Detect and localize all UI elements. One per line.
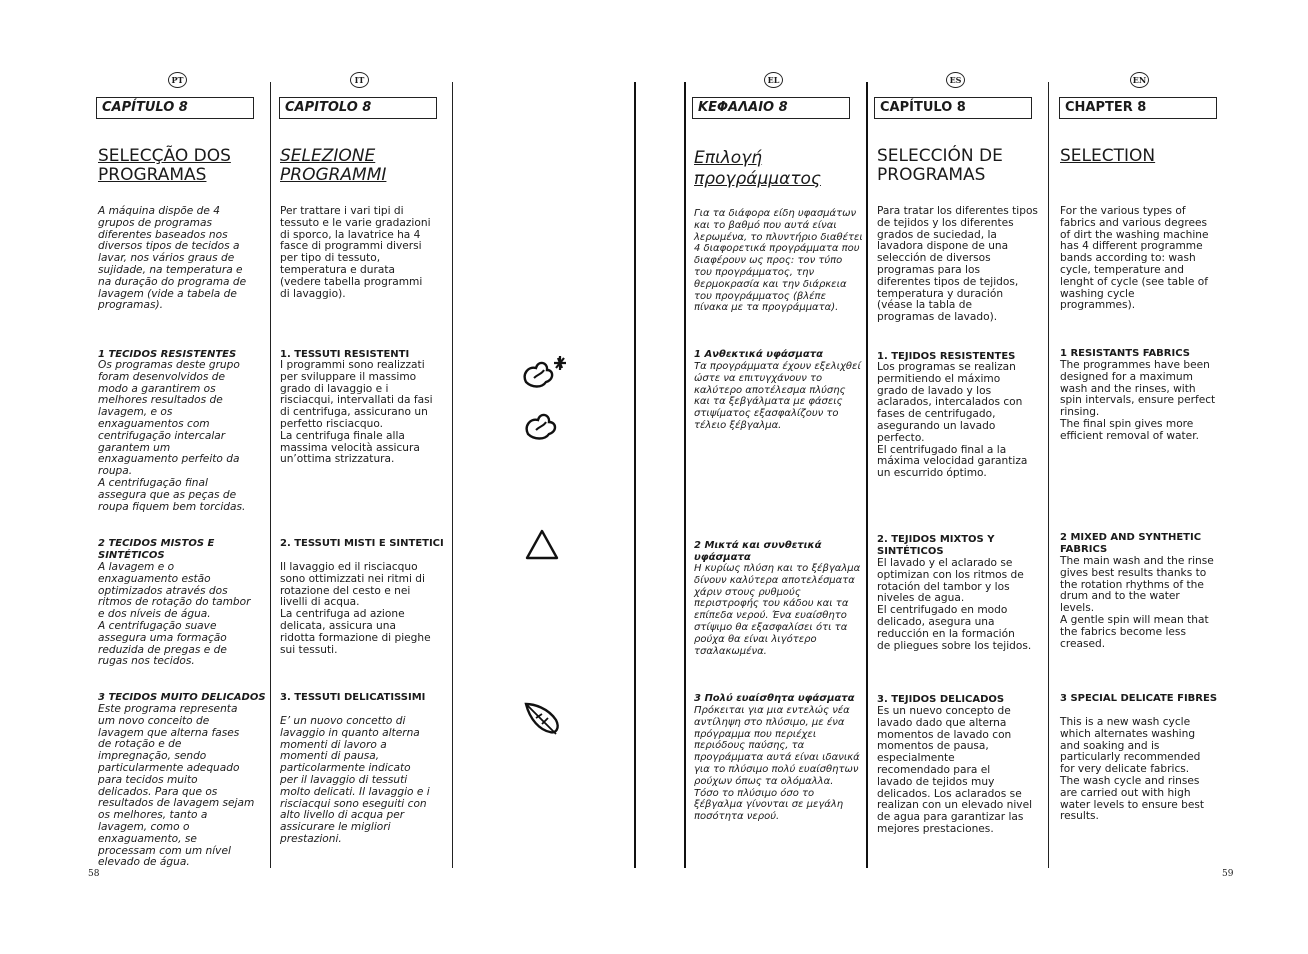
section-title: SELEZIONE PROGRAMMI — [280, 146, 387, 185]
page-gutter-line-right — [684, 82, 686, 868]
subsection-text: E’ un nuovo concetto di lavaggio in quanto alterna momenti di lavoro a momenti di pausa, particolarmente indicato per il lavaggio di tessuti molto delicati. Il lavaggio e i risciacqui sono eseguiti con alto livello di acqua per assicurare le migliori prestazioni. — [280, 715, 430, 845]
subsection-title: 2 MIXED AND SYNTHETIC FABRICS — [1060, 532, 1202, 555]
chapter-heading: CHAPTER 8 — [1059, 97, 1217, 119]
subsection-text: The programmes have been designed for a maximum wash and the rinses, with spin intervals, ensure perfect rinsing. The final spin gives more efficient removal of water. — [1060, 359, 1216, 442]
subsection-text: El lavado y el aclarado se optimizan con los ritmos de rotación del tambor y los niveles de agua. El centrifugado en modo delicado, asegura una reducción en la formación de pliegues sobre los tejidos. — [877, 557, 1032, 652]
synthetic-triangle-icon — [524, 528, 560, 566]
subsection-title: 1. TEJIDOS RESISTENTES — [877, 351, 1016, 362]
intro-text: For the various types of fabrics and various degrees of dirt the washing machine has 4 different programme bands according to: wash cycle, temperature and lenght of cycle (see table of washing cycle programmes). — [1060, 205, 1209, 312]
subsection-title: 2 TECIDOS MISTOS E SINTÉTICOS — [98, 538, 215, 561]
page-number-left: 58 — [88, 869, 100, 879]
divider-line — [866, 82, 868, 868]
intro-text: Para tratar los diferentes tipos de tejidos y los diferentes grados de suciedad, la lavadora dispone de una selección de diversos programas para los diferentes tipos de tejidos, temperatura y duración (véase la tabla de programas de lavado). — [877, 205, 1038, 324]
chapter-heading: CAPÍTULO 8 — [874, 97, 1032, 119]
intro-text: Για τα διάφορα είδη υφασμάτων και το βαθμό που αυτά είναι λερωμένα, το πλυντήριο διαθέτει 4 διαφορετικά προγράμματα που διαφέρουν ως προς: τον τύπο του προγράμματος, την θερμοκρασία και την διάρκεια του προγράμματος (βλέπε πίνακα με τα προγράμματα). — [694, 208, 863, 314]
subsection-text: Il lavaggio ed il risciacquo sono ottimizzati nei ritmi di rotazione del cesto e nei livelli di acqua. La centrifuga ad azione delicata, assicura una ridotta formazione di pieghe sui tessuti. — [280, 561, 431, 656]
subsection-text: Os programas deste grupo foram desenvolvidos de modo a garantirem os melhores resultados de lavagem, e os enxaguamentos com centrifugação intercalar garantem um enxaguamento perfeito da roupa. A centrifugação final assegura que as peças de roupa fiquem bem torcidas. — [98, 359, 246, 513]
language-flag-pt: PT — [168, 72, 187, 88]
subsection-text: Τα προγράμματα έχουν εξελιχθεί ώστε να επιτυγχάνουν το καλύτερο αποτέλεσμα πλύσης και τα ξεβγάλματα με φάσεις στιψίματος εξασφαλίζουν το τέλειο ξέβγαλμα. — [694, 361, 861, 431]
subsection-title: 1 RESISTANTS FABRICS — [1060, 348, 1190, 359]
subsection-title: 1 Ανθεκτικά υφάσματα — [694, 349, 823, 360]
subsection-title: 3 SPECIAL DELICATE FIBRES — [1060, 693, 1218, 704]
language-flag-es: ES — [946, 72, 965, 88]
language-flag-it: IT — [350, 72, 369, 88]
subsection-text: Este programa representa um novo conceito de lavagem que alterna fases de rotação e de impregnação, sendo particularmente adequado para tecidos muito delicados. Para que os resultados de lavagem sejam os melhores, tanto a lavagem, como o enxaguamento, se processam com um nível elevado de água. — [98, 703, 255, 869]
cotton-icon — [524, 410, 564, 448]
subsection-text: Πρόκειται για μια εντελώς νέα αντίληψη στο πλύσιμο, με ένα πρόγραμμα που περιέχει περιόδους παύσης, τα προγράμματα αυτά είναι ιδανικά για το πλύσιμο πολύ ευαίσθητων ρούχων όπως τα ολόμαλλα. Τόσο το πλύσιμο όσο το ξέβγαλμα γίνονται σε μεγάλη ποσότητα νερού. — [694, 705, 860, 823]
subsection-text: Los programas se realizan permitiendo el máximo grado de lavado y los aclarados, intercalados con fases de centrifugado, asegurando un lavado perfecto. El centrifugado final a la máxima velocidad garantiza un escurrido óptimo. — [877, 361, 1028, 480]
divider-line — [270, 82, 271, 868]
page-gutter-line-left — [634, 82, 636, 868]
subsection-text: Η κυρίως πλύση και το ξέβγαλμα δίνουν καλύτερα αποτελέσματα χάριν στους ρυθμούς περιστροφής του κάδου και τα επίπεδα νερού. Ένα ευαίσθητο στίψιμο θα εξασφαλίσει ότι τα ρούχα θα είναι λιγότερο τσαλακωμένα. — [694, 563, 861, 657]
subsection-title: 1. TESSUTI RESISTENTI — [280, 349, 410, 360]
subsection-text: I programmi sono realizzati per sviluppare il massimo grado di lavaggio e i risciacqui, intervallati da fasi di centrifuga, assicurano un perfetto risciacquo. La centrifuga finale alla massima velocità assicura un’ottima strizzatura. — [280, 359, 433, 466]
chapter-heading: CAPÍTULO 8 — [96, 97, 254, 119]
subsection-title: 3 TECIDOS MUITO DELICADOS — [98, 692, 266, 703]
subsection-title: 1 TECIDOS RESISTENTES — [98, 349, 237, 360]
intro-text: A máquina dispõe de 4 grupos de programas diferentes baseados nos diversos tipos de tecidos a lavar, nos vários graus de sujidade, na temperatura e na duração do programa de lavagem (vide a tabela de programas). — [98, 205, 247, 312]
section-title: SELECTION — [1060, 146, 1156, 166]
intro-text: Per trattare i vari tipi di tessuto e le varie gradazioni di sporco, la lavatrice ha 4 fasce di programmi diversi per tipo di tessuto, temperatura e durata (vedere tabella programmi di lavaggio). — [280, 205, 431, 300]
section-title: SELECÇÃO DOS PROGRAMAS — [98, 146, 231, 185]
cotton-flower-icon — [520, 352, 570, 396]
page-number-right: 59 — [1222, 869, 1234, 879]
subsection-text: A lavagem e o enxaguamento estão optimizados através dos ritmos de rotação do tambor e dos níveis de água. A centrifugação suave assegura uma formação reduzida de pregas e de rugas nos tecidos. — [98, 561, 251, 668]
delicate-feather-icon — [522, 700, 566, 742]
language-flag-en: EN — [1130, 72, 1149, 88]
subsection-title: 3. TEJIDOS DELICADOS — [877, 694, 1005, 705]
divider-line — [1048, 82, 1049, 868]
subsection-text: The main wash and the rinse gives best results thanks to the rotation rhythms of the drum and to the water levels. A gentle spin will mean that the fabrics become less creased. — [1060, 555, 1214, 650]
chapter-heading: ΚΕΦΑΛΑΙΟ 8 — [692, 97, 850, 119]
subsection-text: This is a new wash cycle which alternates washing and soaking and is particularly recommended for very delicate fabrics. The wash cycle and rinses are carried out with high water levels to ensure best results. — [1060, 716, 1205, 823]
chapter-heading: CAPITOLO 8 — [279, 97, 437, 119]
language-flag-el: EL — [764, 72, 783, 88]
subsection-title: 3 Πολύ ευαίσθητα υφάσματα — [694, 693, 855, 704]
subsection-title: 2. TEJIDOS MIXTOS Y SINTÉTICOS — [877, 534, 995, 557]
section-title: SELECCIÓN DE PROGRAMAS — [877, 146, 1003, 185]
divider-line — [452, 82, 453, 868]
subsection-title: 3. TESSUTI DELICATISSIMI — [280, 692, 426, 703]
subsection-title: 2. TESSUTI MISTI E SINTETICI — [280, 538, 444, 549]
section-title: Επιλογή προγράμματος — [694, 148, 821, 189]
subsection-text: Es un nuevo concepto de lavado dado que alterna momentos de lavado con momentos de pausa, especialmente recomendado para el lavado de tejidos muy delicados. Los aclarados se realizan con un elevado nivel de agua para garantizar las mejores prestaciones. — [877, 705, 1033, 835]
subsection-title: 2 Μικτά και συνθετικά υφάσματα — [694, 540, 822, 563]
